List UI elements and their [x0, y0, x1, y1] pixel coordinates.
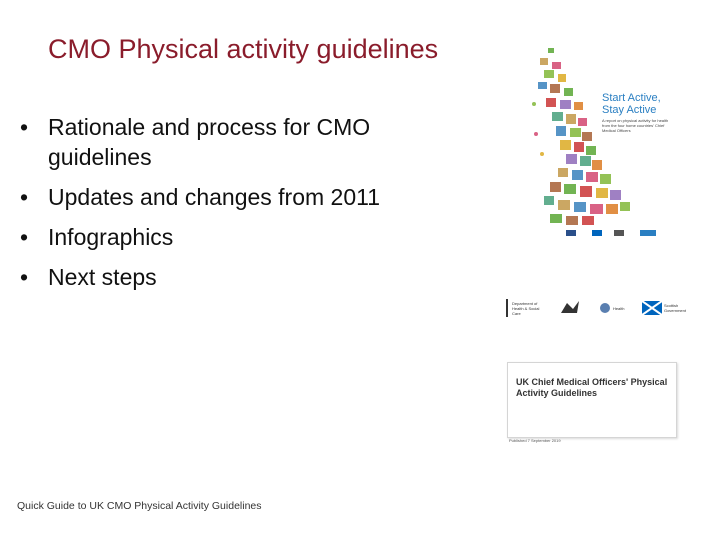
- report-published-date: Published 7 September 2019: [509, 438, 561, 443]
- bullet-item: [20, 182, 440, 212]
- bullet-list: [20, 112, 440, 302]
- crest-icon: [504, 299, 510, 317]
- bullet-text: Rationale and process for CMO guidelines: [48, 114, 371, 170]
- cover-title: Start Active, Stay Active: [602, 92, 661, 116]
- slide-title: CMO Physical activity guidelines: [48, 34, 439, 64]
- ni-health-logo: Health: [599, 302, 625, 314]
- slide-footer: Quick Guide to UK CMO Physical Activity Guidelines: [17, 500, 262, 512]
- start-active-cover-image: [530, 44, 690, 240]
- dhsc-logo: Department of Health & Social Care: [504, 299, 542, 317]
- cmo-guidelines-report-image: [507, 362, 677, 438]
- bullet-symbol: •: [20, 114, 29, 140]
- saltire-flag-icon: [642, 301, 662, 315]
- bullet-item: [20, 262, 440, 292]
- bullet-text: Updates and changes from 2011: [48, 184, 381, 210]
- bullet-symbol: •: [20, 224, 29, 250]
- bullet-item: [20, 112, 440, 172]
- report-title: UK Chief Medical Officers' Physical Activity Guidelines: [516, 377, 668, 398]
- bullet-text: Next steps: [48, 264, 157, 290]
- government-logos: [504, 292, 694, 324]
- cover-subtitle: A report on physical activity for health from the four home countries' Chief Medical Officers: [602, 118, 669, 133]
- dragon-icon: [559, 299, 581, 317]
- welsh-government-logo: [559, 299, 581, 317]
- bullet-symbol: •: [20, 184, 29, 210]
- bullet-text: Infographics: [48, 224, 174, 250]
- bullet-symbol: •: [20, 264, 29, 290]
- uk-map-collage-icon: [530, 44, 690, 240]
- ni-emblem-icon: [599, 302, 611, 314]
- scottish-government-logo: Scottish Government: [642, 301, 694, 315]
- bullet-item: [20, 222, 440, 252]
